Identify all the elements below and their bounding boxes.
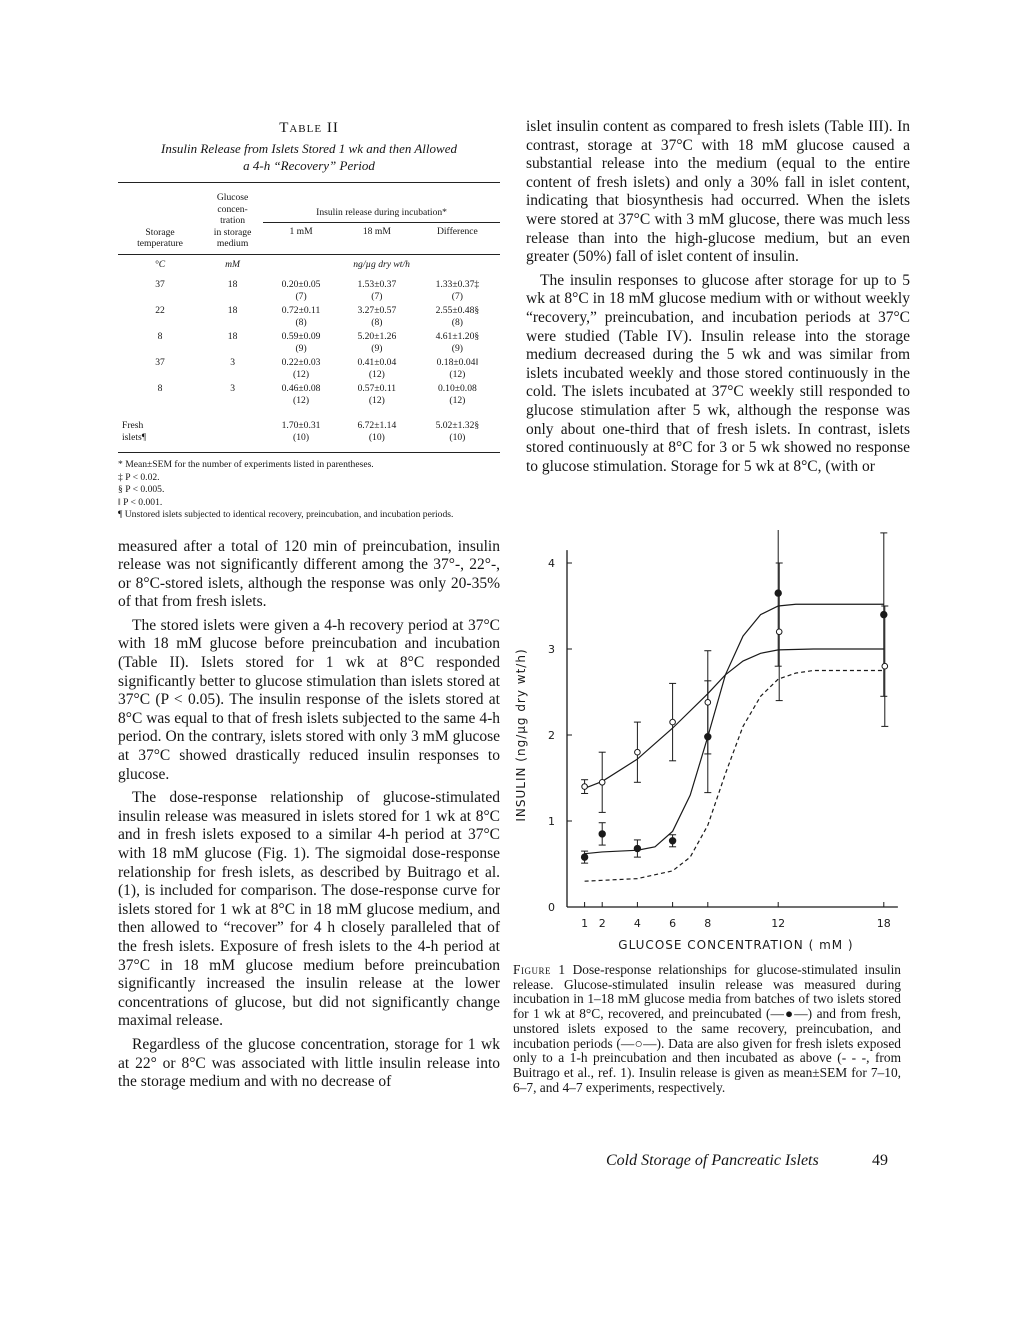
col-header-18mm: 18 mM — [339, 222, 415, 254]
right-column — [526, 118, 910, 476]
dose-response-chart — [508, 530, 910, 952]
cell-value: 0.10±0.08 — [437, 383, 477, 394]
cell-glucose: 18 — [227, 279, 238, 290]
col-header-storage-temp: Storage temperature — [118, 183, 202, 255]
cell-storage-temp: Fresh islets¶ — [118, 406, 202, 453]
cell-1mm — [263, 406, 339, 453]
data-point-open — [776, 629, 782, 635]
cell-difference — [415, 406, 500, 453]
unit-insulin: ng/µg dry wt/h — [263, 254, 500, 273]
cell-n: (9) — [371, 342, 383, 354]
table-caption — [118, 140, 500, 174]
table-footnote: ‖ P < 0.001. — [118, 496, 163, 508]
y-tick-label: 4 — [548, 557, 555, 570]
cell-value: 5.02±1.32§ — [435, 420, 480, 431]
left-column — [118, 118, 500, 1092]
cell-value: 0.46±0.08 — [281, 383, 321, 394]
y-tick-label: 0 — [548, 901, 555, 914]
page-number: 49 — [872, 1152, 888, 1169]
unit-glucose: mM — [202, 254, 263, 273]
body-paragraph: islet insulin content as compared to fresh islets (Table III). In contrast, storage at 37°C with 18 mM glucose caused a substantial release into the medium (equal to the entire content of fresh islets) and only a 30% fall in islet content, indicating that biosynthesis had occurred. When the islets were stored at 37°C with 3 mM glucose, there was much less release than into the high-glucose medium, but an even greater (50%) fall of islet content of insulin. — [526, 118, 910, 266]
cell-value: 0.72±0.11 — [281, 305, 321, 316]
table-body — [118, 273, 500, 453]
body-paragraph: Regardless of the glucose concentration, storage for 1 wk at 22° or 8°C was associated with little insulin release into the storage medium and with no decrease of — [118, 1035, 500, 1091]
table-row — [118, 302, 500, 328]
cell-difference — [415, 273, 500, 302]
cell-value: 0.18±0.04‖ — [436, 357, 479, 368]
cell-n: (12) — [293, 394, 310, 406]
data-point-open — [635, 749, 641, 755]
table-footnotes — [118, 459, 500, 522]
left-body-text — [118, 538, 500, 1092]
table-footnote: * Mean±SEM for the number of experiments listed in parentheses. — [118, 459, 374, 470]
cell-n: (12) — [368, 394, 385, 406]
data-point-open — [599, 780, 605, 786]
series-curve-2 — [585, 649, 884, 788]
cell-n: (7) — [295, 290, 307, 302]
cell-n: (8) — [451, 316, 463, 328]
cell-1mm — [263, 354, 339, 380]
cell-n: (10) — [449, 431, 466, 443]
table-caption-line: a 4-h “Recovery” Period — [243, 158, 375, 173]
cell-value: 0.20±0.05 — [281, 279, 321, 290]
insulin-group-label: Insulin release during incubation* — [316, 207, 447, 219]
cell-storage-temp: 37 — [155, 279, 165, 290]
data-point-open — [882, 663, 888, 669]
cell-n: (12) — [368, 368, 385, 380]
cell-glucose — [202, 406, 263, 453]
cell-value: 0.57±0.11 — [357, 383, 397, 394]
data-point-filled — [775, 590, 781, 596]
table-footnote: ¶ Unstored islets subjected to identical recovery, preincubation, and incubation periods. — [118, 509, 454, 520]
data-point-filled — [669, 838, 675, 844]
x-tick-label: 1 — [581, 917, 589, 930]
y-tick-label: 3 — [548, 643, 555, 656]
cell-n: (10) — [368, 431, 385, 443]
data-point-open — [705, 700, 711, 706]
data-point-open — [582, 784, 588, 790]
cell-difference — [415, 328, 500, 354]
cell-glucose: 3 — [230, 357, 235, 368]
figure-1 — [508, 530, 910, 952]
cell-n: (8) — [371, 316, 383, 328]
running-title: Cold Storage of Pancreatic Islets — [606, 1152, 819, 1169]
figure-caption-label: Figure 1 — [513, 962, 566, 977]
table-row — [118, 406, 500, 453]
table-footnote: § P < 0.005. — [118, 484, 165, 495]
cell-value: 0.59±0.09 — [281, 331, 321, 342]
data-table — [118, 182, 500, 453]
cell-1mm — [263, 302, 339, 328]
data-point-filled — [634, 845, 640, 851]
cell-value: 3.27±0.57 — [357, 305, 397, 316]
cell-1mm — [263, 328, 339, 354]
table-row — [118, 273, 500, 302]
cell-storage-temp: 8 — [157, 383, 163, 394]
body-paragraph: The stored islets were given a 4-h recovery period at 37°C with 18 mM glucose before preincubation and incubation (Table II). Islets stored for 1 wk at 8°C responded significantly better to glucose stimulation than islets stored at 37°C (P < 0.05). The insulin response of the islets stored at 8°C was equal to that of fresh islets subjected to the same 4-h period. On the contrary, islets stored with only 3 mM glucose at 37°C showed drastically reduced insulin responses to glucose. — [118, 616, 500, 783]
cell-1mm — [263, 380, 339, 406]
col-header-insulin-group — [263, 183, 500, 223]
cell-value: 1.33±0.37‡ — [435, 279, 480, 290]
cell-value: 0.22±0.03 — [281, 357, 321, 368]
cell-18mm — [339, 273, 415, 302]
cell-18mm — [339, 328, 415, 354]
table-heading: Table II — [279, 120, 339, 136]
y-tick-label: 2 — [548, 729, 555, 742]
cell-value: 1.70±0.31 — [281, 420, 321, 431]
figure-caption-text: Dose-response relationships for glucose-stimulated insulin release. Glucose-stimulated insulin release was measured during incubation in 1–18 mM glucose media from batches of two islets stored for 1 wk at 8°C, recovered, and preincubated (—●—) and from fresh, unstored islets exposed to the same recovery, preincubation, and incubation periods (—○—). Data are also given for fresh islets exposed only to a 1-h preincubation and then incubated as above (- - -, from Buitrago et al., ref. 1). Insulin release is given as mean±SEM for 7–10, 6–7, and 4–7 experiments, respectively. — [513, 962, 901, 1095]
col-header-1mm: 1 mM — [263, 222, 339, 254]
cell-1mm — [263, 273, 339, 302]
x-tick-label: 12 — [771, 917, 786, 930]
cell-18mm — [339, 380, 415, 406]
table-row — [118, 354, 500, 380]
cell-value: 1.53±0.37 — [357, 279, 397, 290]
x-tick-label: 6 — [669, 917, 677, 930]
cell-value: 0.41±0.04 — [357, 357, 397, 368]
cell-n: (12) — [293, 368, 310, 380]
col-header-difference: Difference — [415, 222, 500, 254]
table-footnote: ‡ P < 0.02. — [118, 471, 160, 483]
x-tick-label: 18 — [876, 917, 891, 930]
y-axis-label: INSULIN (ng/µg dry wt/h) — [514, 648, 528, 822]
cell-glucose: 3 — [230, 383, 235, 394]
y-tick-label: 1 — [548, 815, 555, 828]
cell-storage-temp: 8 — [157, 331, 163, 342]
cell-n: (7) — [451, 290, 463, 302]
cell-18mm — [339, 406, 415, 453]
cell-storage-temp: 22 — [155, 305, 165, 316]
series-curve-3 — [585, 671, 884, 882]
data-point-open — [670, 719, 676, 725]
data-point-filled — [881, 611, 887, 617]
series-curve-1 — [585, 604, 884, 853]
cell-n: (12) — [449, 394, 466, 406]
cell-n: (7) — [371, 290, 383, 302]
cell-n: (9) — [451, 342, 463, 354]
x-tick-label: 4 — [633, 917, 641, 930]
cell-glucose: 18 — [227, 331, 238, 342]
body-paragraph: measured after a total of 120 min of preincubation, insulin release was not significantly different among the 37°-, 22°-, or 8°C-stored islets, although the response was only 20-35% of that from fresh islets. — [118, 537, 500, 611]
cell-storage-temp: 37 — [155, 357, 165, 368]
cell-18mm — [339, 354, 415, 380]
cell-value: 5.20±1.26 — [357, 331, 397, 342]
body-paragraph: The dose-response relationship of glucose-stimulated insulin release was measured in islets stored for 1 wk at 8°C and in fresh islets exposed to a similar 4-h period at 37°C with 18 mM glucose (Fig. 1). The sigmoidal dose-response relationship for fresh islets, as described by Buitrago et al. (1), is included for comparison. The dose-response curve for islets stored for 1 wk at 8°C in 18 mM glucose medium, and then allowed to “recover” for 4 h closely paralleled that of the fresh islets. Exposure of fresh islets to the 4-h period at 37°C in 18 mM glucose medium before preincubation significantly increased the insulin release at the lower concentrations of glucose, but did not significantly change maximal release. — [118, 789, 500, 1030]
cell-value: 6.72±1.14 — [357, 420, 397, 431]
cell-difference — [415, 354, 500, 380]
unit-temp: °C — [118, 254, 202, 273]
cell-difference — [415, 302, 500, 328]
right-body-text — [526, 118, 910, 476]
x-axis-label: GLUCOSE CONCENTRATION ( mM ) — [618, 938, 854, 952]
x-tick-label: 2 — [598, 917, 606, 930]
cell-n: (12) — [449, 368, 466, 380]
cell-value: 2.55±0.48§ — [435, 305, 480, 316]
cell-n: (9) — [295, 342, 307, 354]
body-paragraph: The insulin responses to glucose after storage for up to 5 wk at 8°C in 18 mM glucose medium with or without weekly “recovery,” preincubation, and incubation periods at 37°C were studied (Table IV). Insulin release into the storage medium decreased during the 5 wk and was similar from islets incubated weekly and those stored continuously in the cold. The islets incubated at 37°C weekly still responded to glucose stimulation after 5 wk, although the response was only about one-third that of fresh islets. In contrast, islets stored continuously at 8°C for 3 or 5 wk showed no response to glucose stimulation. Storage for 5 wk at 8°C, (with or — [526, 271, 910, 475]
cell-difference — [415, 380, 500, 406]
cell-value: 4.61±1.20§ — [435, 331, 480, 342]
data-point-filled — [581, 854, 587, 860]
table-row — [118, 380, 500, 406]
cell-glucose: 18 — [227, 305, 238, 316]
table-caption-line: Insulin Release from Islets Stored 1 wk and then Allowed — [161, 141, 457, 156]
figure-caption — [513, 963, 901, 1095]
x-tick-label: 8 — [704, 917, 712, 930]
cell-n: (8) — [295, 316, 307, 328]
cell-18mm — [339, 302, 415, 328]
table-row — [118, 328, 500, 354]
cell-n: (10) — [293, 431, 310, 443]
col-header-glucose: Glucose concen- tration in storage medium — [202, 183, 263, 255]
data-point-filled — [599, 831, 605, 837]
